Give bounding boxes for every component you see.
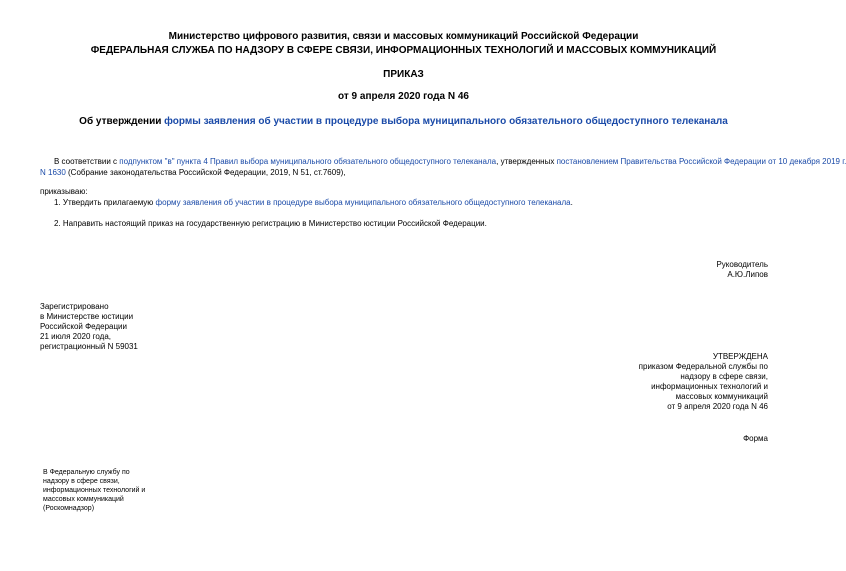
signature-name: А.Ю.Липов <box>727 270 768 279</box>
preamble-text-1: В соответствии с <box>54 157 120 166</box>
registration-line: в Министерстве юстиции <box>40 312 134 321</box>
registration-block <box>40 302 138 352</box>
preamble-line-1 <box>54 157 846 167</box>
addressee-line: надзору в сфере связи, <box>43 478 120 485</box>
approval-line: приказом Федеральной службы по <box>638 362 768 371</box>
addressee-line: массовых коммуникаций <box>43 496 124 503</box>
signature <box>716 260 768 280</box>
item-2: 2. Направить настоящий приказ на государственную регистрацию в Министерство юстиции Российской Федерации. <box>54 219 487 228</box>
form-label: Форма <box>743 434 768 443</box>
approval-line: УТВЕРЖДЕНА <box>712 352 768 361</box>
doc-title-link[interactable]: формы заявления об участии в процедуре выбора муниципального обязательного общедоступного телеканала <box>164 116 728 127</box>
signature-role: Руководитель <box>716 260 768 269</box>
doc-title-prefix: Об утверждении <box>79 116 165 127</box>
approval-line: от 9 апреля 2020 года N 46 <box>667 402 768 411</box>
doc-type: ПРИКАЗ <box>383 69 424 80</box>
addressee-block <box>43 468 145 513</box>
approval-line: надзору в сфере связи, <box>680 372 768 381</box>
preamble-link-1[interactable]: подпунктом "в" пункта 4 Правил выбора муниципального обязательного общедоступного телеканала <box>119 157 497 166</box>
preamble-text-2: , утвержденных <box>496 157 557 166</box>
addressee-line: информационных технологий и <box>43 487 146 494</box>
doc-date: от 9 апреля 2020 года N 46 <box>338 91 469 102</box>
item-1-link[interactable]: форму заявления об участии в процедуре выбора муниципального обязательного общедоступного телеканала <box>155 198 571 207</box>
addressee-line: (Роскомнадзор) <box>43 505 95 512</box>
addressee-line: В Федеральную службу по <box>43 469 130 476</box>
item-1-prefix: 1. Утвердить прилагаемую <box>54 198 156 207</box>
preamble-line-2 <box>40 168 346 178</box>
preamble-link-2b[interactable]: N 1630 <box>40 168 66 177</box>
ministry-name: Министерство цифрового развития, связи и массовых коммуникаций Российской Федерации <box>168 31 639 42</box>
item-1-suffix: . <box>570 198 573 207</box>
registration-line: 21 июля 2020 года, <box>40 332 112 341</box>
doc-title <box>0 116 807 128</box>
service-name: ФЕДЕРАЛЬНАЯ СЛУЖБА ПО НАДЗОРУ В СФЕРЕ СВЯЗИ, ИНФОРМАЦИОННЫХ ТЕХНОЛОГИЙ И МАССОВЫХ КОММУНИКАЦИЙ <box>90 45 717 56</box>
item-1 <box>54 198 573 208</box>
approval-block <box>639 352 768 412</box>
approval-line: массовых коммуникаций <box>675 392 768 401</box>
preamble-link-2a[interactable]: постановлением Правительства Российской Федерации от 10 декабря 2019 г. <box>556 157 846 166</box>
approval-line: информационных технологий и <box>651 382 768 391</box>
registration-line: регистрационный N 59031 <box>40 342 138 351</box>
order-word: приказываю: <box>40 187 88 196</box>
registration-line: Зарегистрировано <box>40 302 109 311</box>
preamble-text-3: (Собрание законодательства Российской Федерации, 2019, N 51, ст.7609), <box>65 168 346 177</box>
registration-line: Российской Федерации <box>40 322 127 331</box>
